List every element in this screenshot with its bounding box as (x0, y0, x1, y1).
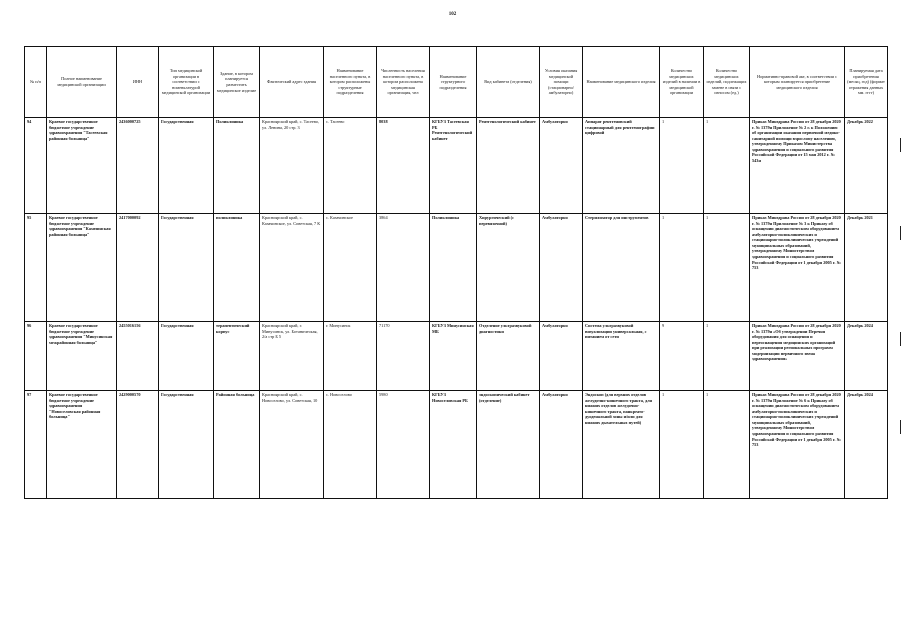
table-row (25, 118, 888, 214)
cell-cabinet: эндоскопический кабинет (отделение) (477, 391, 540, 499)
cell-num: 94 (25, 118, 47, 214)
table-row (25, 391, 888, 499)
col-header-population: Численность населения населенного пункта, в котором расположена медицинская организация, чел (377, 47, 430, 118)
cell-date: Декабрь 2024 (845, 322, 888, 391)
cell-date: Декабрь 2022 (845, 118, 888, 214)
cell-address: Красноярский край, с. Новоселово, ул. Советская, 10 (260, 391, 324, 499)
cell-address: Красноярский край, с. Тасеево, ул. Ленина, 20 стр. 3 (260, 118, 324, 214)
col-header-type: Тип медицинской организации в соответствии с номенклатурой медицинской организации (159, 47, 214, 118)
col-header-date: Планируемая дата приобретения (месяц, год) (формат отражения данных мм. гггг) (845, 47, 888, 118)
cell-type: Государственная (159, 214, 214, 322)
scan-edge-mark (900, 226, 901, 240)
cell-building: Районная больница (214, 391, 260, 499)
cell-qty-have: 1 (660, 214, 704, 322)
cell-address: Красноярский край, г. Минусинск, ул. Ботаническая, 2/а стр Б 5 (260, 322, 324, 391)
equipment-table (24, 46, 888, 499)
cell-settlement: с. Казачинское (324, 214, 377, 322)
cell-qty-replace: 1 (704, 391, 750, 499)
header-row (25, 47, 888, 118)
cell-device: Система ультразвуковой визуализации универсальная, с питанием от сети (583, 322, 660, 391)
cell-division: Поликлиника (430, 214, 477, 322)
cell-inn: 2417000092 (117, 214, 159, 322)
cell-cabinet: Рентгенологический кабинет (477, 118, 540, 214)
cell-type: Государственная (159, 391, 214, 499)
cell-org: Краевое государственное бюджетное учреждение здравоохранения "Казачинская районная больница" (47, 214, 117, 322)
cell-division: КГБУЗ Новоселовская РБ (430, 391, 477, 499)
cell-act: Приказ Минздрава России от 28 декабря 2020 г. № 1379н Приложение № 2 г. к Положению об организации оказания первичной медико-санитарной помощи взрослому населению, утвержденному Приказом Министерства здравоохранения и социального развития Российской Федерации от 15 мая 2012 г. № 543н (750, 118, 845, 214)
cell-settlement: г. Минусинск (324, 322, 377, 391)
cell-conditions: Амбулаторно (540, 118, 583, 214)
scan-edge-mark (900, 420, 901, 434)
col-header-device: Наименование медицинского изделия (583, 47, 660, 118)
cell-date: Декабрь 2021 (845, 214, 888, 322)
cell-act: Приказ Минздрава России от 28 декабря 2020 г. № 1379н Приложение № 3 к Приказу об оснащении диагностическим оборудованием амбулаторно-поликлинических и стационарно-поликлинических учреждений муниципальных образований, утвержденному Министерством здравоохранения и социального развития Российской Федерации от 1 декабря 2005 г. № 753 (750, 214, 845, 322)
cell-qty-have: 1 (660, 118, 704, 214)
cell-org: Краевое государственное бюджетное учреждение здравоохранения "Новоселовская районная больница" (47, 391, 117, 499)
cell-device: Стерилизатор для инструментов (583, 214, 660, 322)
cell-conditions: Амбулаторно (540, 214, 583, 322)
cell-division: КГБУЗ Минусинская МБ (430, 322, 477, 391)
cell-device: Эндоскоп (для верхних отделов желудочно-кишечного тракта, для нижних отделов желудочно-кишечного тракта, панкреато-дуоденальной зоны и/или для нижних дыхательных путей) (583, 391, 660, 499)
cell-inn: 2429000570 (117, 391, 159, 499)
cell-address: Красноярский край, с. Казачинское, ул. Советская, 7 К (260, 214, 324, 322)
col-header-act: Нормативно-правовой акт, в соответствии с которым планируется приобретение медицинского изделия (750, 47, 845, 118)
cell-building: поликлиника (214, 214, 260, 322)
col-header-conditions: Условия оказания медицинской помощи (стационарно/амбулаторно) (540, 47, 583, 118)
cell-cabinet: Хирургический (с перевязочной) (477, 214, 540, 322)
cell-qty-replace: 1 (704, 118, 750, 214)
cell-conditions: Амбулаторно (540, 322, 583, 391)
cell-conditions: Амбулаторно (540, 391, 583, 499)
col-header-cabinet: Вид кабинета (отделения) (477, 47, 540, 118)
col-header-inn: ИНН (117, 47, 159, 118)
col-header-settlement: Наименование населенного пункта, в котором расположены структурные подразделения (324, 47, 377, 118)
table-row (25, 322, 888, 391)
col-header-building: Здание, в котором планируется разместить медицинское изделие (214, 47, 260, 118)
col-header-num: № п/п (25, 47, 47, 118)
cell-inn: 2455016156 (117, 322, 159, 391)
cell-qty-have: 9 (660, 322, 704, 391)
col-header-address: Фактический адрес здания (260, 47, 324, 118)
col-header-division: Наименование структурного подразделения (430, 47, 477, 118)
cell-building: терапевтический корпус (214, 322, 260, 391)
scan-edge-mark (900, 138, 901, 152)
cell-qty-replace: 1 (704, 322, 750, 391)
col-header-qty-have: Количество медицинских изделий в наличии в медицинской организации (660, 47, 704, 118)
cell-date: Декабрь 2024 (845, 391, 888, 499)
cell-inn: 2436000725 (117, 118, 159, 214)
col-header-qty-replace: Количество медицинских изделий, подлежащих замене в связи с износом (ед.) (704, 47, 750, 118)
cell-qty-replace: 1 (704, 214, 750, 322)
cell-act: Приказ Минздрава России от 28 декабря 2020 г. № 1379н «Об утверждении Перечня оборудования для оснащения и переоснащения медицинских организаций при реализации региональных программ модернизации первичного звена здравоохранения» (750, 322, 845, 391)
cell-population: 5980 (377, 391, 430, 499)
cell-type: Государственная (159, 322, 214, 391)
cell-cabinet: Отделение ультразвуковой диагностики (477, 322, 540, 391)
cell-division: КГБУЗ Тасеевская РБ Рентгенологический кабинет (430, 118, 477, 214)
cell-settlement: с. Тасеево (324, 118, 377, 214)
table-row (25, 214, 888, 322)
cell-population: 3864 (377, 214, 430, 322)
cell-num: 96 (25, 322, 47, 391)
page-number: 102 (448, 12, 457, 17)
cell-settlement: с. Новоселово (324, 391, 377, 499)
cell-type: Государственная (159, 118, 214, 214)
col-header-org: Полное наименование медицинской организации (47, 47, 117, 118)
cell-num: 97 (25, 391, 47, 499)
scan-edge-mark (900, 332, 901, 346)
cell-num: 95 (25, 214, 47, 322)
cell-population: 8038 (377, 118, 430, 214)
cell-building: Поликлиника (214, 118, 260, 214)
cell-population: 71170 (377, 322, 430, 391)
cell-org: Краевое государственное бюджетное учреждение здравоохранения "Тасеевская районная больница" (47, 118, 117, 214)
cell-act: Приказ Минздрава России от 28 декабря 2020 г. № 1379н Приложение № 6 к Приказу об оснащении диагностическим оборудованием амбулаторно-поликлинических и стационарно-поликлинических учреждений муниципальных образований, утвержденному Министерством здравоохранения и социального развития Российской Федерации от 1 декабря 2005 г. № 753 (750, 391, 845, 499)
cell-org: Краевое государственное бюджетное учреждение здравоохранения "Минусинская межрайонная больница" (47, 322, 117, 391)
cell-device: Аппарат рентгеновский стационарный для рентгенографии цифровой (583, 118, 660, 214)
cell-qty-have: 1 (660, 391, 704, 499)
